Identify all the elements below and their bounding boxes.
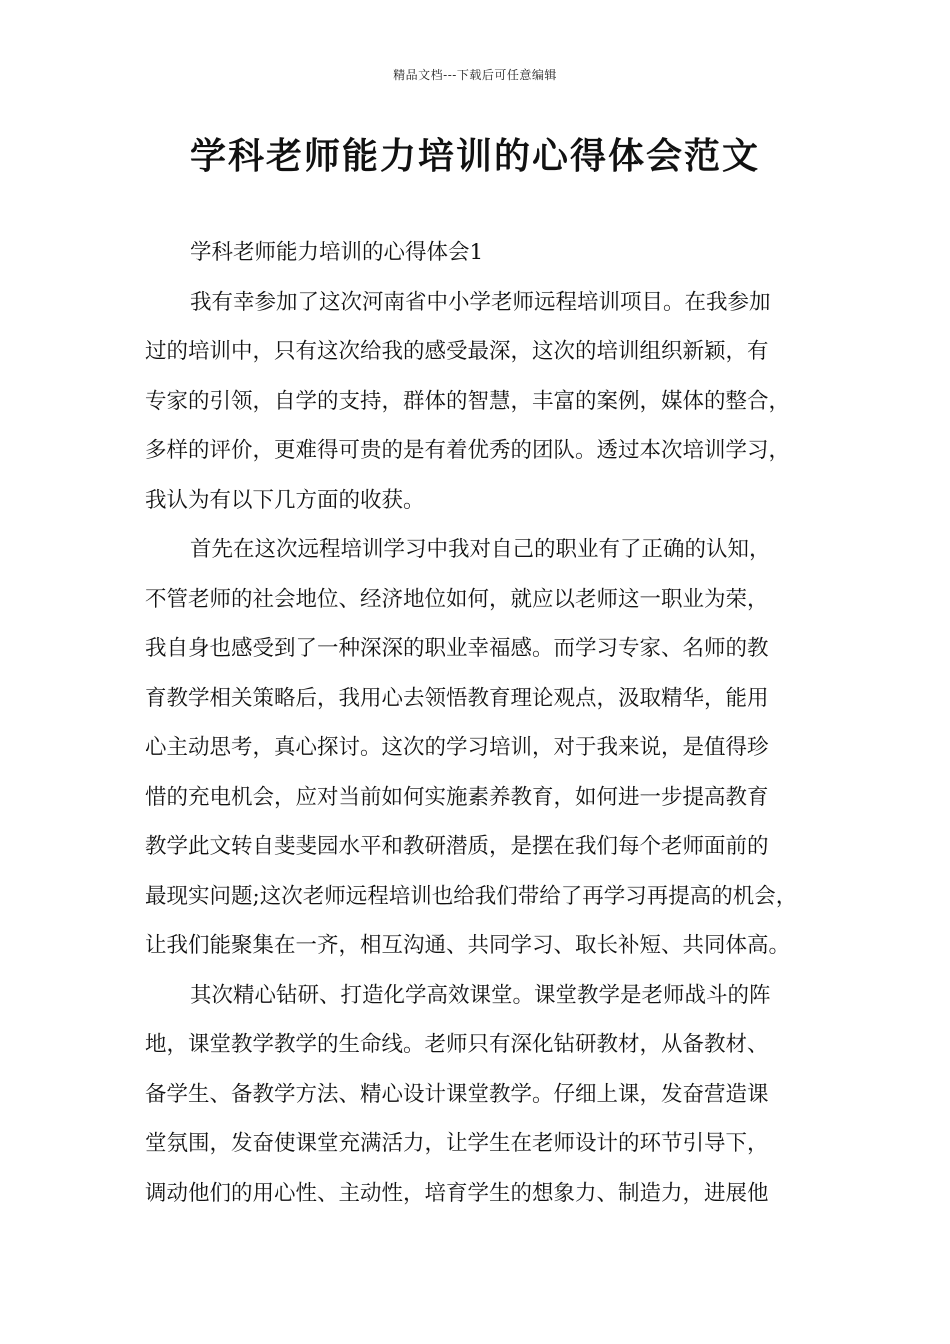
paragraph-line: 专家的引领，自学的支持，群体的智慧，丰富的案例，媒体的整合， (145, 388, 791, 414)
paragraph-3 (145, 971, 825, 1219)
section-subtitle: 学科老师能力培训的心得体会1 (190, 240, 484, 265)
paragraph-line: 其次精心钻研、打造化学高效课堂。课堂教学是老师战斗的阵 (190, 982, 771, 1008)
paragraph-1 (145, 278, 825, 526)
paragraph-line: 多样的评价，更难得可贵的是有着优秀的团队。透过本次培训学习， (145, 438, 791, 463)
paragraph-line: 备学生、备教学方法、精心设计课堂教学。仔细上课，发奋营造课 (145, 1081, 769, 1107)
paragraph-line: 地，课堂教学教学的生命线。老师只有深化钻研教材，从备教材、 (145, 1032, 769, 1057)
paragraph-line: 心主动思考，真心探讨。这次的学习培训，对于我来说，是值得珍 (145, 735, 769, 760)
document-title: 学科老师能力培训的心得体会范文 (189, 135, 760, 177)
paragraph-line: 堂氛围，发奋使课堂充满活力，让学生在老师设计的环节引导下， (145, 1131, 769, 1156)
paragraph-line: 教学此文转自斐斐园水平和教研潜质，是摆在我们每个老师面前的 (145, 834, 769, 859)
paragraph-line: 首先在这次远程培训学习中我对自己的职业有了正确的认知， (190, 537, 771, 562)
paragraph-line: 调动他们的用心性、主动性，培育学生的想象力、制造力，进展他 (145, 1180, 769, 1206)
paragraph-line: 最现实问题;这次老师远程培训也给我们带给了再学习再提高的机会， (145, 883, 798, 909)
paragraph-line: 让我们能聚集在一齐，相互沟通、共同学习、取长补短、共同体高。 (145, 933, 791, 958)
paragraph-line: 不管老师的社会地位、经济地位如何，就应以老师这一职业为荣， (145, 586, 769, 612)
header-note: 精品文档---下载后可任意编辑 (393, 68, 557, 82)
paragraph-line: 育教学相关策略后，我用心去领悟教育理论观点，汲取精华，能用 (145, 685, 769, 711)
paragraph-line: 我认为有以下几方面的收获。 (145, 487, 425, 513)
paragraph-line: 我有幸参加了这次河南省中小学老师远程培训项目。在我参加 (190, 289, 771, 315)
document-body (145, 228, 825, 1218)
paragraph-line: 惜的充电机会，应对当前如何实施素养教育，如何进一步提高教育 (145, 784, 769, 810)
paragraph-2 (145, 525, 825, 971)
paragraph-line: 过的培训中，只有这次给我的感受最深，这次的培训组织新颖，有 (145, 339, 769, 364)
paragraph-line: 我自身也感受到了一种深深的职业幸福感。而学习专家、名师的教 (145, 636, 769, 661)
